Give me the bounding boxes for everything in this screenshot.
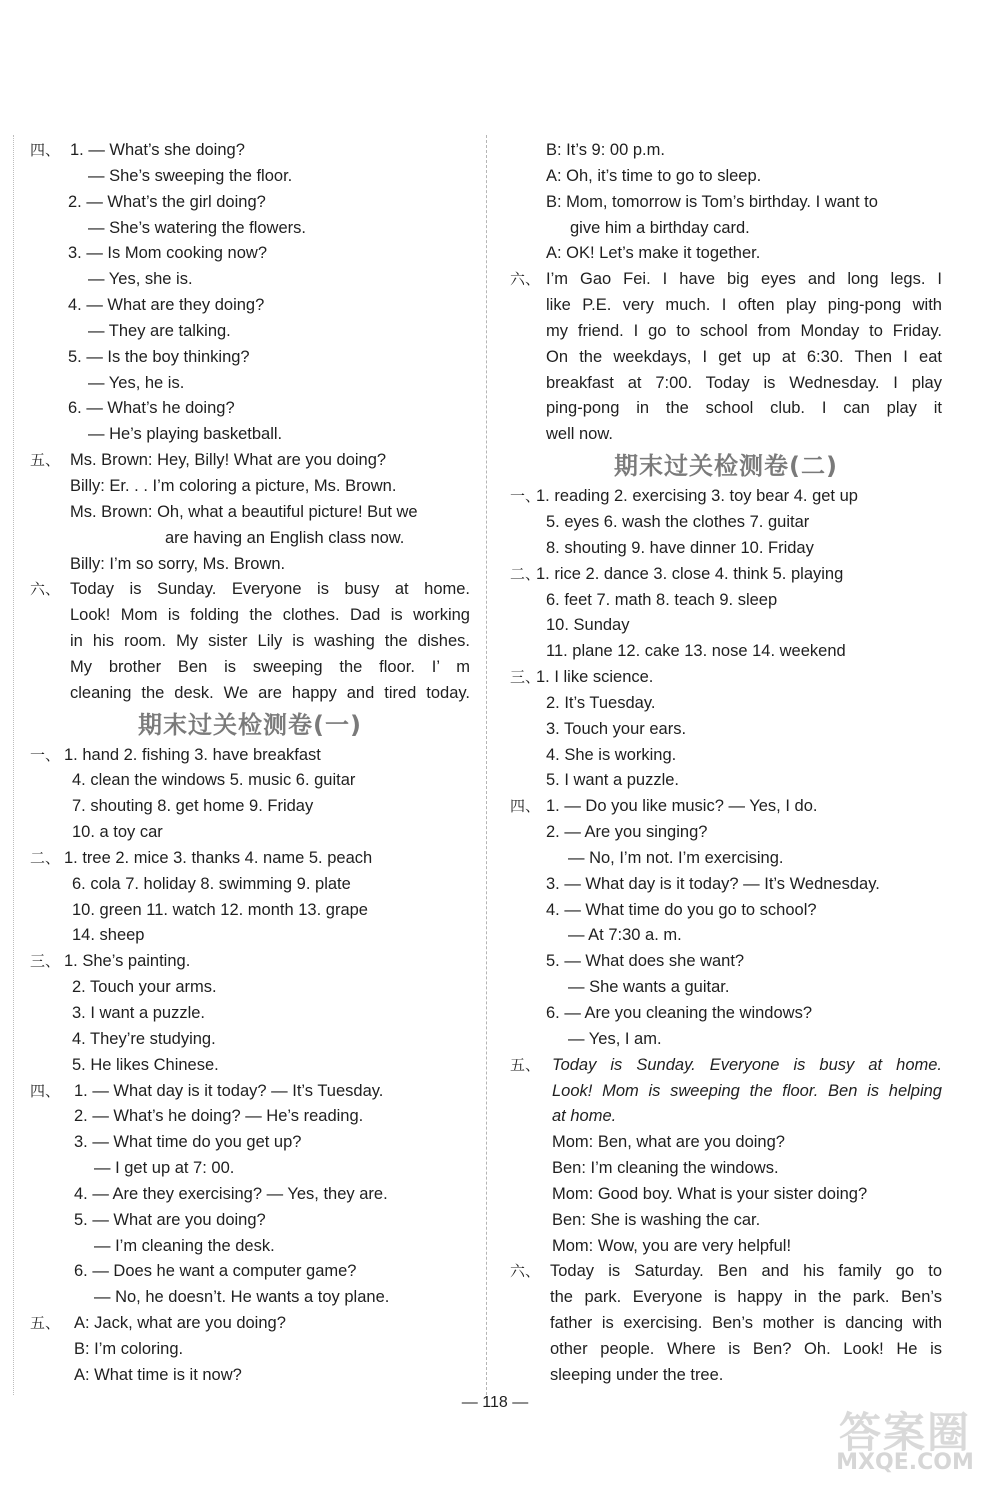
answer-line [510, 743, 942, 769]
answer-text: — She wants a guitar. [568, 978, 730, 997]
answer-text: 4. — Are they exercising? — Yes, they are. [74, 1184, 388, 1203]
answer-line [510, 1311, 942, 1337]
answer-line [510, 691, 942, 717]
section-marker: 六、 [510, 1262, 541, 1281]
answer-text: 5. I want a puzzle. [546, 771, 679, 790]
answer-line [510, 1001, 942, 1027]
answer-text: 6. — Are you cleaning the windows? [546, 1004, 812, 1022]
answer-line [30, 1337, 470, 1363]
answer-line [510, 1130, 942, 1156]
answer-line [30, 949, 470, 975]
watermark-logo [820, 1400, 990, 1480]
answer-text: Mom: Wow, you are very helpful! [552, 1236, 792, 1255]
answer-text: 4. They’re studying. [72, 1029, 216, 1048]
section-marker: 二、 [510, 564, 541, 583]
answer-line [510, 241, 942, 267]
answer-text: 2. It’s Tuesday. [546, 693, 656, 712]
answer-text: 3. Touch your ears. [546, 719, 687, 738]
answer-text: are having an English class now. [165, 528, 405, 547]
answer-line [510, 768, 942, 794]
answer-line [510, 267, 942, 293]
answer-text: 6. feet 7. math 8. teach 9. sleep [546, 590, 778, 609]
page-number: — 118 — [461, 1394, 529, 1411]
section-marker: 二、 [30, 848, 61, 867]
answer-text: Today is Saturday. Ben and his family go to [550, 1262, 942, 1281]
answer-line [30, 1285, 470, 1311]
answer-line [30, 396, 470, 422]
answer-text: my friend. I go to school from Monday to Friday. [546, 321, 942, 340]
answer-line [510, 1259, 942, 1285]
answer-text: Billy: Er. . . I’m coloring a picture, Ms. Brown. [70, 476, 397, 495]
answer-text: Ms. Brown: Oh, what a beautiful picture! But we [70, 502, 418, 521]
page-edge [13, 135, 14, 1395]
answer-line [510, 1027, 942, 1053]
answer-text: B: I’m coloring. [74, 1339, 184, 1358]
answer-text: cleaning the desk. We are happy and tired today. [70, 683, 470, 702]
answer-line [30, 655, 470, 681]
answer-text: 1. tree 2. mice 3. thanks 4. name 5. peach [64, 848, 373, 867]
left-column [30, 138, 470, 1389]
answer-line [30, 164, 470, 190]
answer-text: 4. She is working. [546, 745, 677, 764]
answer-line [30, 319, 470, 345]
answer-line [30, 1311, 470, 1337]
answer-line [30, 820, 470, 846]
answer-text: well now. [546, 425, 613, 444]
answer-line [30, 768, 470, 794]
answer-text: 5. — Is the boy thinking? [68, 347, 250, 366]
answer-line [510, 319, 942, 345]
answer-line [30, 1156, 470, 1182]
answer-text: 6. — What’s he doing? [68, 399, 235, 418]
answer-line [510, 717, 942, 743]
answer-line [30, 1130, 470, 1156]
right-column [510, 138, 942, 1389]
answer-line [30, 345, 470, 371]
answer-line [510, 872, 942, 898]
section-title: 期末过关检测卷(一) [138, 710, 362, 739]
answer-text: 6. — Does he want a computer game? [74, 1262, 357, 1281]
section-marker: 四、 [510, 797, 541, 816]
answer-text: Billy: I’m so sorry, Ms. Brown. [70, 554, 286, 573]
answer-text: — I’m cleaning the desk. [94, 1236, 275, 1255]
answer-text: Ben: She is washing the car. [552, 1210, 761, 1229]
answer-line [30, 138, 470, 164]
answer-text: — No, I’m not. I’m exercising. [568, 848, 784, 867]
answer-line [510, 345, 942, 371]
answer-text: 2. — What’s the girl doing? [68, 192, 266, 211]
answer-text: — I get up at 7: 00. [94, 1159, 235, 1178]
answer-line [510, 1337, 942, 1363]
answer-line [30, 603, 470, 629]
watermark-big-text: 答案圈 [838, 1408, 971, 1457]
answer-text: A: OK! Let’s make it together. [546, 244, 761, 263]
answer-text: 1. She’s painting. [64, 952, 191, 971]
answer-text: On the weekdays, I get up at 6:30. Then I eat [546, 347, 942, 366]
answer-text: — He’s playing basketball. [88, 425, 283, 444]
answer-line [30, 448, 470, 474]
answer-line [30, 872, 470, 898]
answer-line [510, 510, 942, 536]
answer-text: Today is Sunday. Everyone is busy at home. [552, 1055, 942, 1074]
answer-line [30, 190, 470, 216]
answer-text: 5. — What does she want? [546, 952, 745, 971]
answer-text: Today is Sunday. Everyone is busy at home. [70, 580, 470, 599]
section-marker: 四、 [30, 1081, 61, 1100]
answer-text: 1. rice 2. dance 3. close 4. think 5. playing [536, 564, 844, 583]
answer-text: — She’s watering the flowers. [88, 218, 306, 237]
answer-line [30, 422, 470, 448]
answer-text: My brother Ben is sweeping the floor. I’ m [70, 657, 470, 676]
answer-line [510, 1104, 942, 1130]
answer-line [30, 267, 470, 293]
section-marker: 一、 [30, 745, 61, 764]
answer-line [30, 1208, 470, 1234]
section-marker: 三、 [510, 668, 541, 687]
answer-line [510, 138, 942, 164]
answer-text: Look! Mom is folding the clothes. Dad is working [70, 606, 470, 625]
section-marker: 六、 [510, 270, 541, 289]
answer-text: the park. Everyone is happy in the park. Ben’s [550, 1288, 942, 1307]
answer-text: 1. — What’s she doing? [70, 141, 245, 159]
answer-line [510, 484, 942, 510]
answer-text: 5. He likes Chinese. [72, 1055, 219, 1074]
answer-line [510, 1182, 942, 1208]
answer-text: Ben: I’m cleaning the windows. [552, 1159, 779, 1178]
answer-text: 4. clean the windows 5. music 6. guitar [72, 771, 356, 790]
answer-line [30, 241, 470, 267]
answer-line [30, 1234, 470, 1260]
answer-text: 3. — What day is it today? — It’s Wednesday. [546, 874, 880, 893]
answer-text: 4. — What are they doing? [68, 296, 265, 315]
answer-text: — Yes, I am. [568, 1029, 662, 1048]
answer-text: A: What time is it now? [74, 1365, 242, 1384]
answer-line [510, 613, 942, 639]
answer-line [30, 794, 470, 820]
answer-line [30, 1079, 470, 1105]
answer-line [30, 681, 470, 707]
answer-line [510, 665, 942, 691]
answer-text: Mom: Good boy. What is your sister doing? [552, 1184, 868, 1203]
answer-text: other people. Where is Ben? Oh. Look! He is [550, 1339, 942, 1358]
answer-text: father is exercising. Ben’s mother is dancing with [550, 1314, 942, 1333]
answer-line [30, 1182, 470, 1208]
watermark-url-text: MXQE.COM [836, 1450, 974, 1475]
answer-line [510, 422, 942, 448]
column-divider [486, 135, 487, 1395]
answer-text: A: Jack, what are you doing? [74, 1314, 286, 1333]
answer-line [30, 500, 470, 526]
answer-line [510, 536, 942, 562]
answer-text: — They are talking. [88, 321, 231, 340]
answer-text: in his room. My sister Lily is washing the dishes. [70, 632, 470, 651]
answer-text: like P.E. very much. I often play ping-pong with [546, 296, 942, 315]
answer-text: give him a birthday card. [570, 218, 750, 237]
answer-text: Look! Mom is sweeping the floor. Ben is helping [552, 1081, 942, 1100]
answer-line [30, 526, 470, 552]
answer-line [510, 794, 942, 820]
answer-text: 5. eyes 6. wash the clothes 7. guitar [546, 512, 810, 531]
answer-line [510, 396, 942, 422]
answer-line [510, 1234, 942, 1260]
answer-text: 3. — What time do you get up? [74, 1133, 302, 1152]
answer-line [30, 1259, 470, 1285]
answer-line [510, 1079, 942, 1105]
answer-text: ping-pong in the school club. I can play it [546, 399, 942, 418]
answer-line [510, 639, 942, 665]
answer-line [30, 743, 470, 769]
answer-text: — Yes, he is. [88, 373, 185, 392]
answer-line [510, 1156, 942, 1182]
answer-line [30, 474, 470, 500]
answer-text: 5. — What are you doing? [74, 1210, 266, 1229]
answer-line [30, 923, 470, 949]
answer-line [510, 190, 942, 216]
answer-line [30, 577, 470, 603]
answer-text: 1. — What day is it today? — It’s Tuesday. [74, 1081, 384, 1100]
answer-line [510, 1053, 942, 1079]
answer-line [510, 293, 942, 319]
answer-line [510, 820, 942, 846]
answer-text: 3. — Is Mom cooking now? [68, 244, 267, 263]
answer-line [30, 293, 470, 319]
answer-text: 1. — Do you like music? — Yes, I do. [546, 797, 818, 816]
section-marker: 五、 [510, 1055, 541, 1074]
answer-text: A: Oh, it’s time to go to sleep. [546, 166, 762, 185]
answer-line [510, 1285, 942, 1311]
answer-text: 4. — What time do you go to school? [546, 900, 817, 919]
answer-line [30, 216, 470, 242]
answer-text: B: It’s 9: 00 p.m. [546, 141, 665, 159]
answer-line [510, 164, 942, 190]
answer-text: Ms. Brown: Hey, Billy! What are you doing? [70, 451, 387, 470]
answer-line [30, 629, 470, 655]
answer-text: 10. green 11. watch 12. month 13. grape [72, 900, 368, 919]
answer-line [510, 898, 942, 924]
answer-text: — Yes, she is. [88, 270, 193, 289]
answer-line [510, 923, 942, 949]
answer-line [30, 846, 470, 872]
answer-text: breakfast at 7:00. Today is Wednesday. I play [546, 373, 942, 392]
answer-text: 3. I want a puzzle. [72, 1004, 205, 1022]
answer-line [30, 975, 470, 1001]
section-marker: 三、 [30, 952, 61, 971]
answer-line [510, 975, 942, 1001]
section-marker: 一、 [510, 487, 541, 506]
answer-text: at home. [552, 1107, 617, 1126]
answer-text: 1. reading 2. exercising 3. toy bear 4. get up [536, 487, 858, 506]
answer-text: 8. shouting 9. have dinner 10. Friday [546, 538, 814, 557]
answer-text: 10. a toy car [72, 823, 163, 842]
answer-text: I’m Gao Fei. I have big eyes and long legs. I [546, 270, 942, 289]
answer-text: 10. Sunday [546, 616, 630, 635]
section-marker: 五、 [30, 1314, 61, 1333]
answer-text: Mom: Ben, what are you doing? [552, 1133, 785, 1152]
answer-line [30, 371, 470, 397]
answer-line [510, 949, 942, 975]
section-marker: 四、 [30, 141, 61, 159]
answer-text: 1. I like science. [536, 668, 654, 687]
answer-line [510, 1208, 942, 1234]
answer-line [30, 1027, 470, 1053]
answer-line [510, 846, 942, 872]
answer-text: 2. — What’s he doing? — He’s reading. [74, 1107, 364, 1126]
answer-line [30, 552, 470, 578]
answer-line [30, 1104, 470, 1130]
answer-line [510, 1363, 942, 1389]
answer-text: 11. plane 12. cake 13. nose 14. weekend [546, 642, 846, 661]
answer-line [510, 216, 942, 242]
answer-line [30, 1363, 470, 1389]
section-marker: 六、 [30, 580, 61, 599]
answer-line [30, 1001, 470, 1027]
answer-text: 1. hand 2. fishing 3. have breakfast [64, 745, 321, 764]
answer-text: sleeping under the tree. [550, 1365, 724, 1384]
answer-text: 2. — Are you singing? [546, 823, 708, 842]
answer-text: 14. sheep [72, 926, 145, 945]
answer-text: — At 7:30 a. m. [568, 926, 682, 945]
answer-text: 2. Touch your arms. [72, 978, 217, 997]
answer-text: 7. shouting 8. get home 9. Friday [72, 797, 314, 816]
answer-line [510, 562, 942, 588]
answer-text: 6. cola 7. holiday 8. swimming 9. plate [72, 874, 351, 893]
answer-line [510, 588, 942, 614]
answer-text: — She’s sweeping the floor. [88, 166, 293, 185]
answer-line [30, 898, 470, 924]
section-marker: 五、 [30, 451, 61, 470]
section-title: 期末过关检测卷(二) [614, 452, 838, 481]
answer-line [30, 1053, 470, 1079]
answer-text: B: Mom, tomorrow is Tom’s birthday. I want to [546, 192, 878, 211]
answer-line [510, 371, 942, 397]
answer-text: — No, he doesn’t. He wants a toy plane. [94, 1288, 390, 1307]
